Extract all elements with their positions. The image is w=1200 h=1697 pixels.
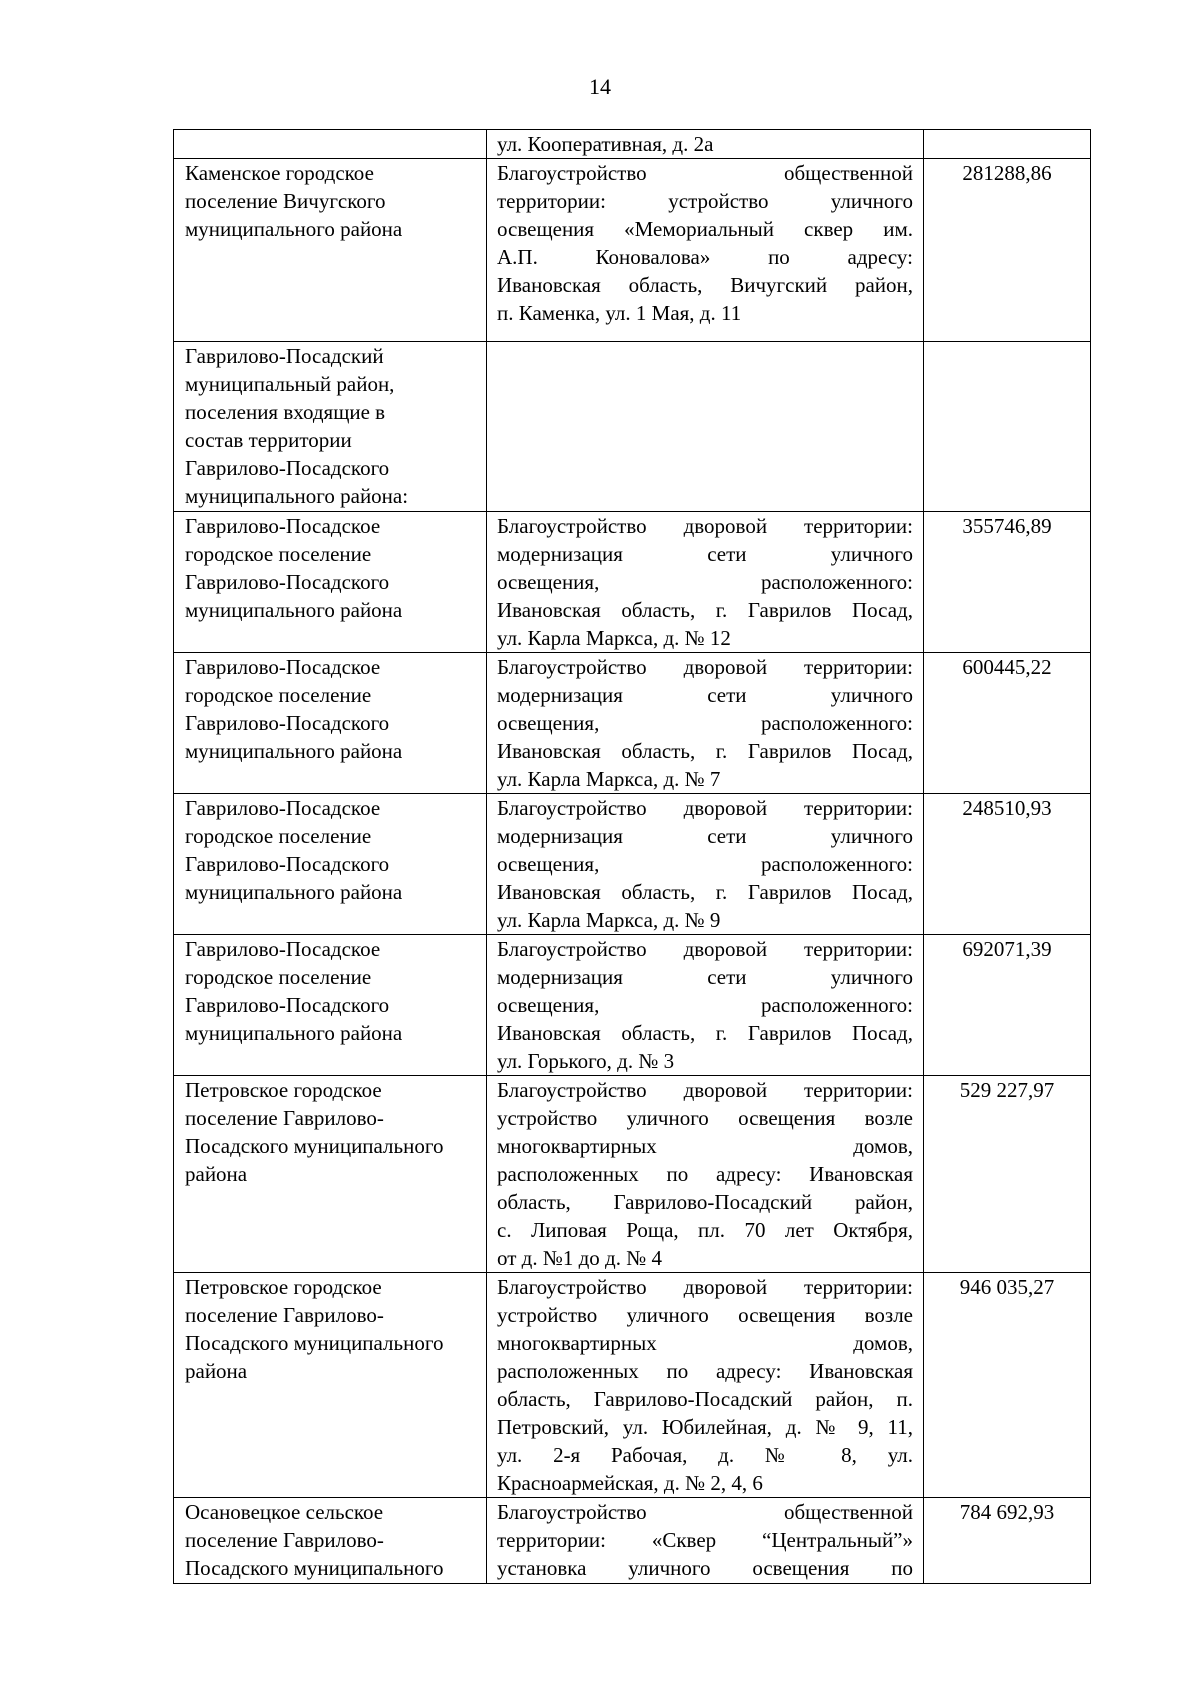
municipality-cell xyxy=(174,342,487,512)
municipality-line: Петровское городское xyxy=(185,1078,382,1102)
municipality-line: Посадского муниципального xyxy=(185,1331,444,1355)
description-line: Ивановская область, г. Гаврилов Посад, xyxy=(497,598,913,622)
amount-cell: 281288,86 xyxy=(924,159,1091,342)
description-line: Ивановская область, Вичугский район, xyxy=(497,273,913,297)
table-row xyxy=(174,1498,1091,1584)
amount-cell: 946 035,27 xyxy=(924,1273,1091,1498)
municipality-line: городское поселение xyxy=(185,683,372,707)
municipality-line: поселение Гаврилово- xyxy=(185,1303,384,1327)
description-line: Ивановская область, г. Гаврилов Посад, xyxy=(497,1021,913,1045)
description-line: с. Липовая Роща, пл. 70 лет Октября, xyxy=(497,1218,913,1242)
municipality-line: Посадского муниципального xyxy=(185,1556,444,1580)
project-description-cell xyxy=(487,1498,924,1584)
municipality-line: Гаврилово-Посадское xyxy=(185,655,381,679)
municipality-line: состав территории xyxy=(185,428,352,452)
description-line: Благоустройство дворовой территории: xyxy=(497,655,913,679)
project-description-cell xyxy=(487,342,924,512)
description-line: многоквартирных домов, xyxy=(497,1331,913,1355)
municipality-line: Гаврилово-Посадский xyxy=(185,344,384,368)
description-line: многоквартирных домов, xyxy=(497,1134,913,1158)
description-line: освещения, расположенного: xyxy=(497,852,913,876)
description-line: устройство уличного освещения возле xyxy=(497,1106,913,1130)
table-row xyxy=(174,1273,1091,1498)
description-line: ул. Кооперативная, д. 2а xyxy=(497,132,714,156)
description-line: ул. Карла Маркса, д. № 12 xyxy=(497,626,731,650)
funding-table xyxy=(173,129,1091,1584)
municipality-line: городское поселение xyxy=(185,824,372,848)
description-line: территории: «Сквер “Центральный”» xyxy=(497,1528,913,1552)
municipality-line: муниципального района xyxy=(185,598,403,622)
table-row xyxy=(174,159,1091,342)
municipality-line: Посадского муниципального xyxy=(185,1134,444,1158)
table-row xyxy=(174,342,1091,512)
project-description-cell xyxy=(487,794,924,935)
municipality-line: муниципальный район, xyxy=(185,372,395,396)
municipality-line: городское поселение xyxy=(185,965,372,989)
municipality-line: Гаврилово-Посадского xyxy=(185,570,390,594)
project-description-cell xyxy=(487,159,924,342)
municipality-line: Каменское городское xyxy=(185,161,374,185)
amount-cell: 784 692,93 xyxy=(924,1498,1091,1584)
description-line: Благоустройство дворовой территории: xyxy=(497,1078,913,1102)
description-line: ул. Карла Маркса, д. № 9 xyxy=(497,908,721,932)
description-line: освещения, расположенного: xyxy=(497,570,913,594)
project-description-cell xyxy=(487,1076,924,1273)
municipality-line: Гаврилово-Посадского xyxy=(185,852,390,876)
municipality-line: муниципального района xyxy=(185,880,403,904)
description-line: установка уличного освещения по xyxy=(497,1556,913,1580)
municipality-cell xyxy=(174,653,487,794)
municipality-line: поселение Гаврилово- xyxy=(185,1528,384,1552)
municipality-line: района xyxy=(185,1359,248,1383)
project-description-cell xyxy=(487,512,924,653)
description-line: область, Гаврилово-Посадский район, xyxy=(497,1190,913,1214)
municipality-line: Петровское городское xyxy=(185,1275,382,1299)
description-line: Благоустройство дворовой территории: xyxy=(497,796,913,820)
table-row xyxy=(174,794,1091,935)
description-line: ул. Горького, д. № 3 xyxy=(497,1049,675,1073)
description-line: от д. №1 до д. № 4 xyxy=(497,1246,663,1270)
project-description-cell xyxy=(487,1273,924,1498)
description-line: ул. 2-я Рабочая, д. № 8, ул. xyxy=(497,1443,913,1467)
amount-cell: 600445,22 xyxy=(924,653,1091,794)
description-line: Благоустройство дворовой территории: xyxy=(497,937,913,961)
description-line: модернизация сети уличного xyxy=(497,824,913,848)
municipality-cell xyxy=(174,159,487,342)
municipality-line: муниципального района xyxy=(185,739,403,763)
municipality-cell xyxy=(174,1273,487,1498)
municipality-line: Гаврилово-Посадское xyxy=(185,796,381,820)
municipality-line: поселение Вичугского xyxy=(185,189,386,213)
table-row xyxy=(174,512,1091,653)
amount-cell: 355746,89 xyxy=(924,512,1091,653)
amount-cell xyxy=(924,130,1091,159)
municipality-cell xyxy=(174,1076,487,1273)
description-line: Благоустройство общественной xyxy=(497,1500,913,1524)
description-line: Петровский, ул. Юбилейная, д. № 9, 11, xyxy=(497,1415,913,1439)
municipality-cell xyxy=(174,130,487,159)
municipality-line: Осановецкое сельское xyxy=(185,1500,384,1524)
table-body xyxy=(174,130,1091,1584)
description-line: Благоустройство дворовой территории: xyxy=(497,514,913,538)
municipality-line: Гаврилово-Посадского xyxy=(185,456,390,480)
description-line: Красноармейская, д. № 2, 4, 6 xyxy=(497,1471,763,1495)
description-line: расположенных по адресу: Ивановская xyxy=(497,1359,913,1383)
project-description-cell xyxy=(487,935,924,1076)
description-line: Благоустройство общественной xyxy=(497,161,913,185)
municipality-line: городское поселение xyxy=(185,542,372,566)
description-line: расположенных по адресу: Ивановская xyxy=(497,1162,913,1186)
municipality-line: района xyxy=(185,1162,248,1186)
municipality-line: поселения входящие в xyxy=(185,400,386,424)
description-line: Ивановская область, г. Гаврилов Посад, xyxy=(497,739,913,763)
page-number: 14 xyxy=(589,74,611,99)
amount-cell: 529 227,97 xyxy=(924,1076,1091,1273)
description-line: Благоустройство дворовой территории: xyxy=(497,1275,913,1299)
amount-cell: 692071,39 xyxy=(924,935,1091,1076)
description-line: модернизация сети уличного xyxy=(497,965,913,989)
table-row xyxy=(174,1076,1091,1273)
description-line: освещения, расположенного: xyxy=(497,711,913,735)
municipality-line: Гаврилово-Посадского xyxy=(185,993,390,1017)
municipality-cell xyxy=(174,935,487,1076)
description-line: Ивановская область, г. Гаврилов Посад, xyxy=(497,880,913,904)
description-line: п. Каменка, ул. 1 Мая, д. 11 xyxy=(497,301,742,325)
description-line: территории: устройство уличного xyxy=(497,189,913,213)
description-line: А.П. Коновалова» по адресу: xyxy=(497,245,913,269)
municipality-cell xyxy=(174,1498,487,1584)
municipality-cell xyxy=(174,794,487,935)
amount-cell: 248510,93 xyxy=(924,794,1091,935)
municipality-line: Гаврилово-Посадское xyxy=(185,514,381,538)
amount-cell xyxy=(924,342,1091,512)
project-description-cell xyxy=(487,130,924,159)
description-line: ул. Карла Маркса, д. № 7 xyxy=(497,767,721,791)
table-row xyxy=(174,935,1091,1076)
table-row xyxy=(174,653,1091,794)
table-row xyxy=(174,130,1091,159)
description-line: освещения «Мемориальный сквер им. xyxy=(497,217,913,241)
description-line: освещения, расположенного: xyxy=(497,993,913,1017)
municipality-cell xyxy=(174,512,487,653)
municipality-line: муниципального района xyxy=(185,217,403,241)
municipality-line: муниципального района: xyxy=(185,484,409,508)
description-line: устройство уличного освещения возле xyxy=(497,1303,913,1327)
municipality-line: поселение Гаврилово- xyxy=(185,1106,384,1130)
project-description-cell xyxy=(487,653,924,794)
description-line: область, Гаврилово-Посадский район, п. xyxy=(497,1387,913,1411)
municipality-line: Гаврилово-Посадского xyxy=(185,711,390,735)
description-line: модернизация сети уличного xyxy=(497,683,913,707)
municipality-line: Гаврилово-Посадское xyxy=(185,937,381,961)
description-line: модернизация сети уличного xyxy=(497,542,913,566)
municipality-line: муниципального района xyxy=(185,1021,403,1045)
